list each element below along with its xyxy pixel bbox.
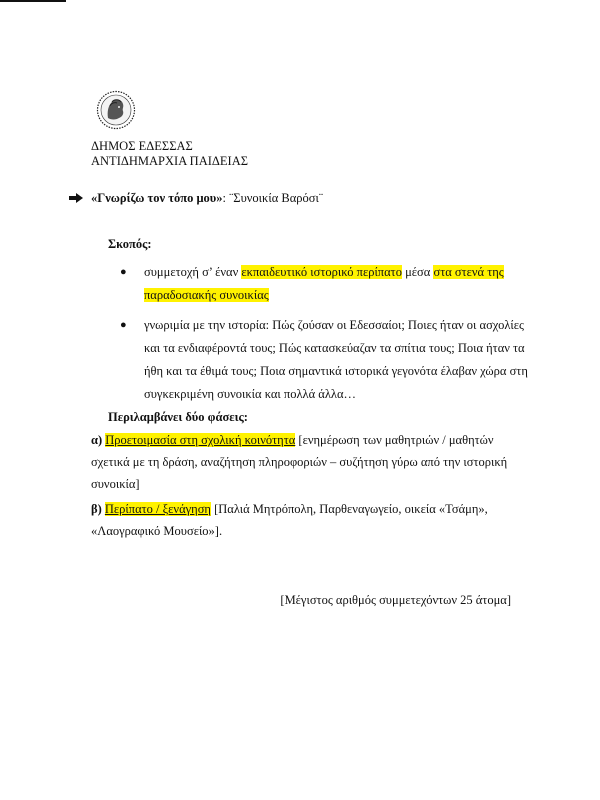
purpose-heading: Σκοπός: [108,237,152,251]
bullet-icon: ● [120,319,127,331]
phase-a-line-1 [91,433,494,448]
phases-heading: Περιλαμβάνει δύο φάσεις: [108,410,248,424]
purpose-bullet-1-line-1 [144,265,504,280]
bullet1-highlight-3: παραδοσιακής συνοικίας [144,288,269,302]
title-bold: «Γνωρίζω τον τόπο μου» [91,191,223,205]
document-title [91,191,323,206]
header-rule [0,0,66,2]
phase-a-line-3: συνοικία] [91,477,140,491]
phase-b-line-2: «Λαογραφικό Μουσείο»]. [91,524,223,538]
phase-a-title: Προετοιμασία στη σχολική κοινότητα [105,433,296,447]
title-rest: ¨Συνοικία Βαρόσι¨ [226,191,324,205]
purpose-bullet-2-line-4: συγκεκριμένη συνοικία και πολλά άλλα… [144,387,356,401]
bullet1-text-b: μέσα [401,265,434,279]
purpose-bullet-2-line-1: γνωριμία με την ιστορία: Πώς ζούσαν οι Εδεσσαίοι; Ποιες ήταν οι ασχολίες [144,318,524,332]
bullet1-text-a: συμμετοχή σ’ έναν [144,265,242,279]
municipality-name: ΔΗΜΟΣ ΕΔΕΣΣΑΣ [91,139,193,153]
bullet1-highlight-2: στα στενά της [433,265,504,279]
phase-a-text: [ενημέρωση των μαθητριών / μαθητών [295,433,494,447]
bullet1-highlight-1: εκπαιδευτικό ιστορικό περίπατο [241,265,402,279]
phase-b-line-1 [91,502,488,517]
arrow-right-icon [69,193,83,203]
phase-a-line-2: σχετικά με τη δράση, αναζήτηση πληροφοριών – συζήτηση γύρω από την ιστορική [91,455,508,469]
phase-b-title: Περίπατο / ξενάγηση [104,502,211,516]
department-name: ΑΝΤΙΔΗΜΑΡΧΙΑ ΠΑΙΔΕΙΑΣ [91,154,249,168]
purpose-bullet-2-line-3: ήθη και τα έθιμά τους; Ποια σημαντικά ιστορικά γεγονότα έλαβαν χώρα στη [144,364,528,378]
bullet-icon: ● [120,266,127,278]
phase-b-text: [Παλιά Μητρόπολη, Παρθεναγωγείο, οικεία «Τσάμη», [210,502,488,516]
municipal-seal-icon [96,90,136,130]
max-participants-note: [Μέγιστος αριθμός συμμετεχόντων 25 άτομα] [280,593,511,607]
title-colon: : [222,191,227,205]
phase-a-label: α) [91,433,103,447]
purpose-bullet-2-line-2: και τα ενδιαφέροντά τους; Πώς κατασκεύαζαν τα σπίτια τους; Ποια ήταν τα [144,341,525,355]
purpose-bullet-1-line-2 [144,288,269,303]
phase-b-label: β) [91,502,102,516]
